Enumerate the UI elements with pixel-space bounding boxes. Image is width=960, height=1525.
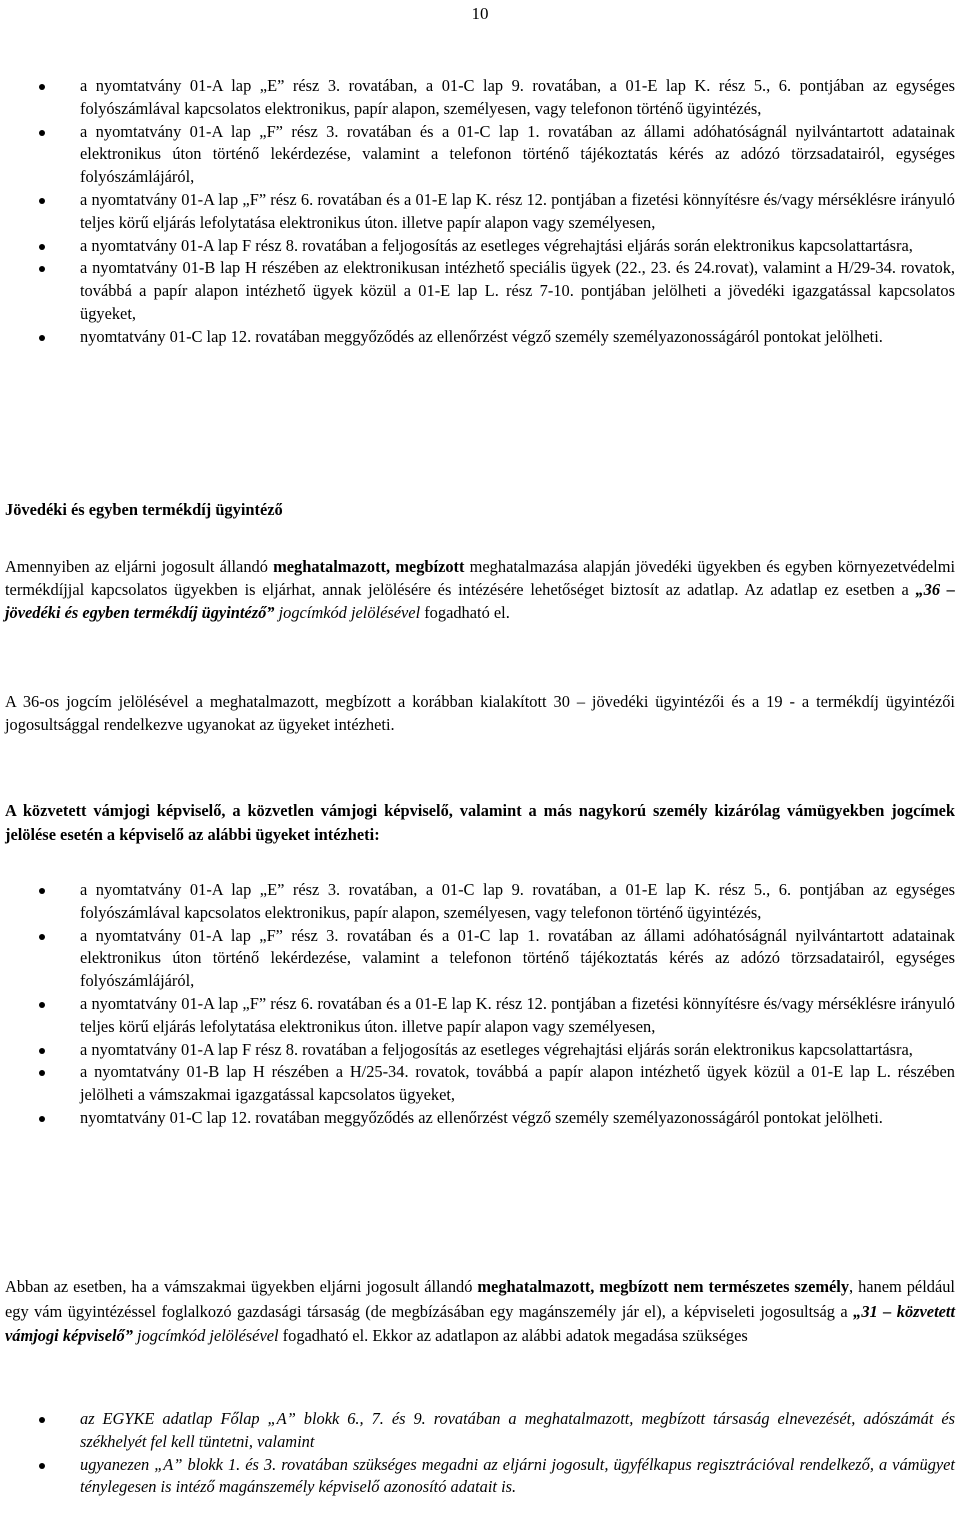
- section-heading-vamjogi: A közvetett vámjogi képviselő, a közvetlen vámjogi képviselő, valamint a más nagykorú személy kizárólag vámügyekben jogcímek jelölése esetén a képviselő az alábbi ügyeket intézheti:: [5, 801, 955, 844]
- bullet-icon: [39, 1116, 45, 1122]
- list-item: a nyomtatvány 01-A lap F rész 8. rovatában a feljogosítás az esetleges végrehajtási eljárás során elektronikus kapcsolattartásra,: [0, 1039, 960, 1062]
- list-item: ugyanezen „A” blokk 1. és 3. rovatában szükséges megadni az eljárni jogosult, ügyfélkapus regisztrációval rendelkező, a vámügyet ténylegesen is intéző magánszemély képviselő azonosító adatait is.: [0, 1454, 960, 1500]
- bullet-list-3: [0, 1408, 960, 1499]
- list-item: a nyomtatvány 01-A lap „F” rész 3. rovatában és a 01-C lap 1. rovatában az állami adóhatóságnál nyilvántartott adatainak elektronikus úton történő lekérdezése, valamint a telefonon történő tájékoztatás kérés az adózó törzsadatairól, egységes folyószámlájáról,: [0, 925, 960, 993]
- paragraph-kozvetett: Abban az esetben, ha a vámszakmai ügyekben eljárni jogosult állandó meghatalmazott, megbízott nem természetes személy, hanem például egy vám ügyintézéssel foglalkozó gazdasági társaság (de megbízásában egy magánszemély jár el), a képviseleti jogosultság a „31 – közvetett vámjogi képviselő” jogcímkód jelölésével fogadható el. Ekkor az adatlapon az alábbi adatok megadása szükséges: [5, 1277, 956, 1345]
- bullet-icon: [39, 934, 45, 940]
- bullet-icon: [39, 266, 45, 272]
- bullet-icon: [39, 244, 45, 250]
- list-item: a nyomtatvány 01-A lap „F” rész 6. rovatában és a 01-E lap K. rész 12. pontjában a fizetési könnyítésre és/vagy mérséklésre irányuló teljes körű eljárás lefolytatása elektronikus úton. illetve papír alapon vagy személyesen,: [0, 993, 960, 1039]
- bullet-icon: [39, 1002, 45, 1008]
- bullet-icon: [39, 198, 45, 204]
- bullet-icon: [39, 1463, 45, 1469]
- list-item: nyomtatvány 01-C lap 12. rovatában meggyőződés az ellenőrzést végző személy személyazonosságáról pontokat jelölheti.: [0, 1107, 960, 1130]
- list-item: a nyomtatvány 01-A lap „F” rész 3. rovatában és a 01-C lap 1. rovatában az állami adóhatóságnál nyilvántartott adatainak elektronikus úton történő lekérdezése, valamint a telefonon történő tájékoztatás kérés az adózó törzsadatairól, egységes folyószámlájáról,: [0, 121, 960, 189]
- bullet-icon: [39, 130, 45, 136]
- paragraph-jovedeki-2: A 36-os jogcím jelölésével a meghatalmazott, megbízott a korábban kialakított 30 – jövedéki ügyintézői és a 19 - a termékdíj ügyintézői jogosultsággal rendelkezve ugyanokat az ügyeket intézheti.: [5, 692, 955, 734]
- page-number: 10: [471, 4, 489, 23]
- bullet-icon: [39, 335, 45, 341]
- bullet-icon: [39, 888, 45, 894]
- list-item: a nyomtatvány 01-A lap F rész 8. rovatában a feljogosítás az esetleges végrehajtási eljárás során elektronikus kapcsolattartásra,: [0, 235, 960, 258]
- list-item: nyomtatvány 01-C lap 12. rovatában meggyőződés az ellenőrzést végző személy személyazonosságáról pontokat jelölheti.: [0, 326, 960, 349]
- list-item: a nyomtatvány 01-A lap „F” rész 6. rovatában és a 01-E lap K. rész 12. pontjában a fizetési könnyítésre és/vagy mérséklésre irányuló teljes körű eljárás lefolytatása elektronikus úton. illetve papír alapon vagy személyesen,: [0, 189, 960, 235]
- list-item: az EGYKE adatlap Főlap „A” blokk 6., 7. és 9. rovatában a meghatalmazott, megbízott társaság elnevezését, adószámát és székhelyét fel kell tüntetni, valamint: [0, 1408, 960, 1454]
- bullet-icon: [39, 1417, 45, 1423]
- bullet-icon: [39, 1048, 45, 1054]
- list-item: a nyomtatvány 01-A lap „E” rész 3. rovatában, a 01-C lap 9. rovatában, a 01-E lap K. rész 5., 6. pontjában az egységes folyószámlával kapcsolatos elektronikus, papír alapon, személyesen, vagy telefonon történő ügyintézés,: [0, 75, 960, 121]
- list-item: a nyomtatvány 01-B lap H részében a H/25-34. rovatok, továbbá a papír alapon intézhető ügyek közül a 01-E lap L. részében jelölheti a vámszakmai igazgatással kapcsolatos ügyeket,: [0, 1061, 960, 1107]
- list-item: a nyomtatvány 01-B lap H részében az elektronikusan intézhető speciális ügyek (22., 23. és 24.rovat), valamint a H/29-34. rovatok, továbbá a papír alapon intézhető ügyek közül a 01-E lap L. rész 7-10. pontjában jelölheti a jövedéki igazgatással kapcsolatos ügyeket,: [0, 257, 960, 325]
- bullet-icon: [39, 84, 45, 90]
- bullet-icon: [39, 1070, 45, 1076]
- section-heading-jovedeki: Jövedéki és egyben termékdíj ügyintéző: [5, 500, 283, 519]
- bullet-list-2: [0, 879, 960, 1130]
- list-item: a nyomtatvány 01-A lap „E” rész 3. rovatában, a 01-C lap 9. rovatában, a 01-E lap K. rész 5., 6. pontjában az egységes folyószámlával kapcsolatos elektronikus, papír alapon, személyesen, vagy telefonon történő ügyintézés,: [0, 879, 960, 925]
- paragraph-jovedeki-1: Amennyiben az eljárni jogosult állandó meghatalmazott, megbízott meghatalmazása alapján jövedéki ügyekben és egyben környezetvédelmi termékdíjjal kapcsolatos ügyekben is eljárhat, annak jelölésére és intézésére lehetőséget biztosít az adatlap. Az adatlap ez esetben a „36 – jövedéki és egyben termékdíj ügyintéző” jogcímkód jelölésével fogadható el.: [5, 557, 955, 622]
- bullet-list-1: [0, 75, 960, 349]
